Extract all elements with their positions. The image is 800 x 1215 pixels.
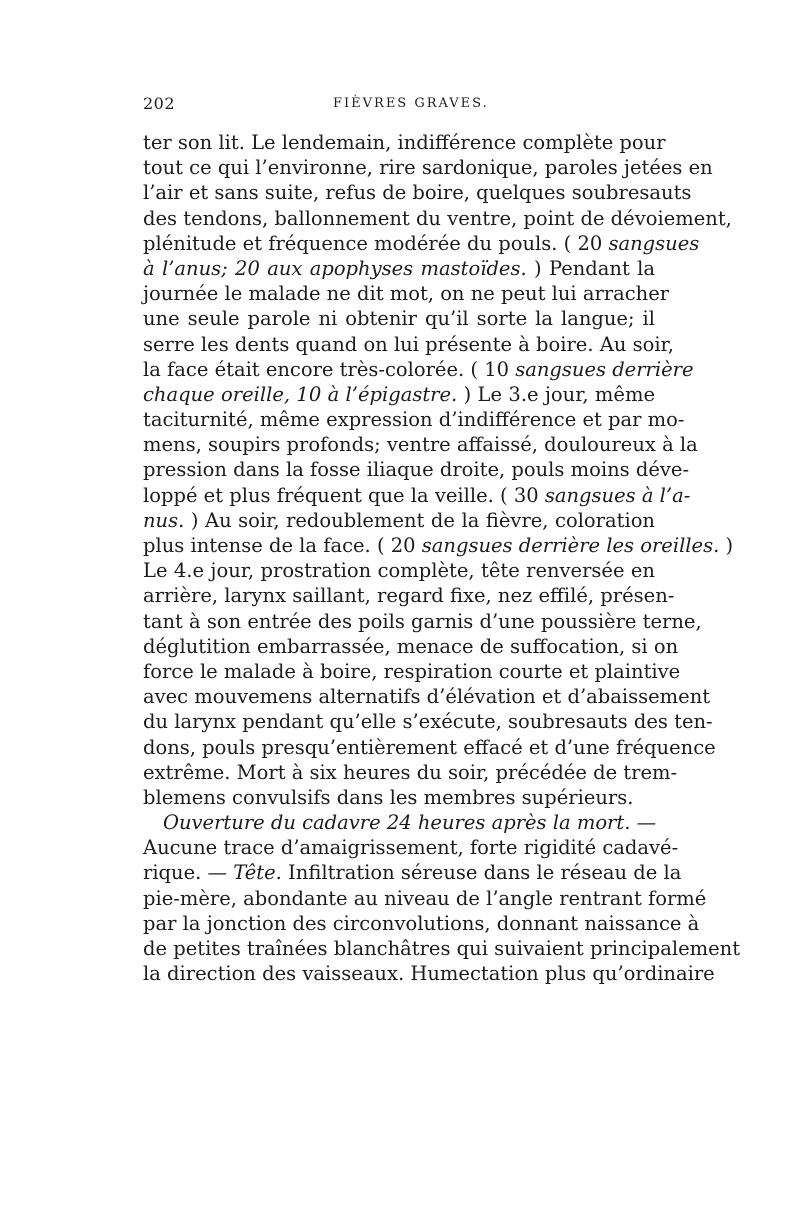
text-segment: tout ce qui l’environne, rire sardonique, paroles jetées en [143, 156, 713, 180]
text-segment: arrière, larynx saillant, regard fixe, nez effilé, présen- [143, 584, 675, 608]
text-line [143, 432, 698, 457]
text-segment: ) Pendant la [526, 256, 655, 280]
text-segment: avec mouvemens alternatifs d’élévation et d’abaissement [143, 685, 711, 709]
text-segment: serre les dents quand on lui présente à boire. Au soir, [143, 332, 674, 356]
text-segment: ) Le 3.e jour, même [457, 382, 655, 406]
text-line [143, 533, 734, 558]
italic-text: à l’anus; 20 aux apophyses mastoïdes. [143, 256, 527, 280]
text-segment: taciturnité, même expression d’indifférence et par mo- [143, 408, 685, 432]
text-segment: rique. — [143, 861, 234, 885]
text-line [143, 659, 681, 684]
text-segment: tant à son entrée des poils garnis d’une poussière terne, [143, 609, 702, 633]
text-segment: mens, soupirs profonds; ventre affaissé, douloureux à la [143, 433, 698, 457]
text-segment: la face était encore très-colorée. ( 10 [143, 357, 516, 381]
italic-text: sangsues [608, 231, 700, 255]
body-text [143, 130, 741, 986]
text-line [143, 634, 679, 659]
page-number: 202 [143, 94, 176, 113]
text-segment: la direction des vaisseaux. Humectation plus qu’ordinaire [143, 962, 715, 986]
text-segment: Infiltration séreuse dans le réseau de la [281, 861, 682, 885]
text-line [143, 709, 713, 734]
text-segment: Aucune trace d’amaigrissement, forte rigidité cadavé- [143, 836, 679, 860]
text-segment: plénitude et fréquence modérée du pouls. ( 20 [143, 231, 609, 255]
text-segment: plus intense de la face. ( 20 [143, 534, 422, 557]
text-segment: déglutition embarrassée, menace de suffocation, si on [143, 634, 679, 658]
text-line [143, 382, 655, 407]
text-segment: l’air et sans suite, refus de boire, quelques soubresauts [143, 181, 692, 205]
text-line [143, 206, 732, 231]
italic-text: sangsues derrière les oreilles. [421, 534, 720, 557]
text-line [143, 785, 655, 810]
text-segment: une seule parole ni obtenir qu’il sorte la langue; il [143, 307, 655, 331]
text-line [143, 760, 678, 785]
text-line [143, 735, 716, 760]
text-line [143, 835, 679, 860]
text-segment: par la jonction des circonvolutions, donnant naissance à [143, 911, 700, 935]
text-line [143, 332, 674, 357]
text-line [143, 231, 700, 256]
text-segment: dons, pouls presqu’entièrement effacé et d’une fréquence [143, 735, 716, 759]
running-head: FIÈVRES GRAVES. [333, 96, 489, 111]
text-segment: pression dans la fosse iliaque droite, pouls moins déve- [143, 458, 690, 482]
text-line [143, 684, 711, 709]
italic-text: Ouverture du cadavre 24 heures après la mort. [163, 811, 631, 835]
text-segment: de petites traînées blanchâtres qui suivaient principalement [143, 937, 741, 960]
text-line [143, 457, 690, 482]
italic-text: sangsues à l’a- [544, 483, 691, 507]
italic-text: Tête. [233, 861, 282, 885]
text-segment: ) [719, 534, 734, 557]
text-line [143, 961, 715, 986]
text-line [143, 558, 655, 583]
text-line [143, 357, 694, 382]
text-line [143, 936, 741, 961]
text-line [143, 508, 655, 533]
text-line [143, 281, 670, 306]
text-segment: ter son lit. Le lendemain, indifférence complète pour [143, 131, 666, 154]
text-segment: journée le malade ne dit mot, on ne peut lui arracher [143, 282, 670, 306]
italic-text: sangsues derrière [515, 357, 694, 381]
text-line [143, 609, 702, 634]
text-segment: blemens convulsifs dans les membres supérieurs. [143, 785, 634, 809]
text-line [143, 483, 691, 508]
text-segment: Le 4.e jour, prostration complète, tête renversée en [143, 559, 655, 583]
text-line [143, 810, 655, 835]
italic-text: nus. [143, 508, 185, 532]
text-line [143, 306, 655, 331]
text-segment: du larynx pendant qu’elle s’exécute, soubresauts des ten- [143, 710, 713, 734]
text-line [143, 130, 666, 155]
text-segment: des tendons, ballonnement du ventre, point de dévoiement, [143, 206, 732, 230]
text-segment: pie-mère, abondante au niveau de l’angle rentrant formé [143, 886, 707, 910]
text-line [143, 180, 692, 205]
text-line [143, 155, 713, 180]
text-segment: force le malade à boire, respiration courte et plaintive [143, 659, 681, 683]
italic-text: chaque oreille, 10 à l’épigastre. [143, 382, 458, 406]
text-line [143, 911, 700, 936]
text-line [143, 886, 707, 911]
text-line [143, 256, 655, 281]
text-line [143, 860, 682, 885]
text-segment: — [630, 811, 657, 835]
page-header [143, 94, 655, 118]
text-line [143, 583, 675, 608]
text-segment: ) Au soir, redoublement de la fièvre, coloration [184, 508, 655, 532]
text-segment: extrême. Mort à six heures du soir, précédée de trem- [143, 760, 678, 784]
text-segment: loppé et plus fréquent que la veille. ( 30 [143, 483, 545, 507]
text-line [143, 407, 685, 432]
